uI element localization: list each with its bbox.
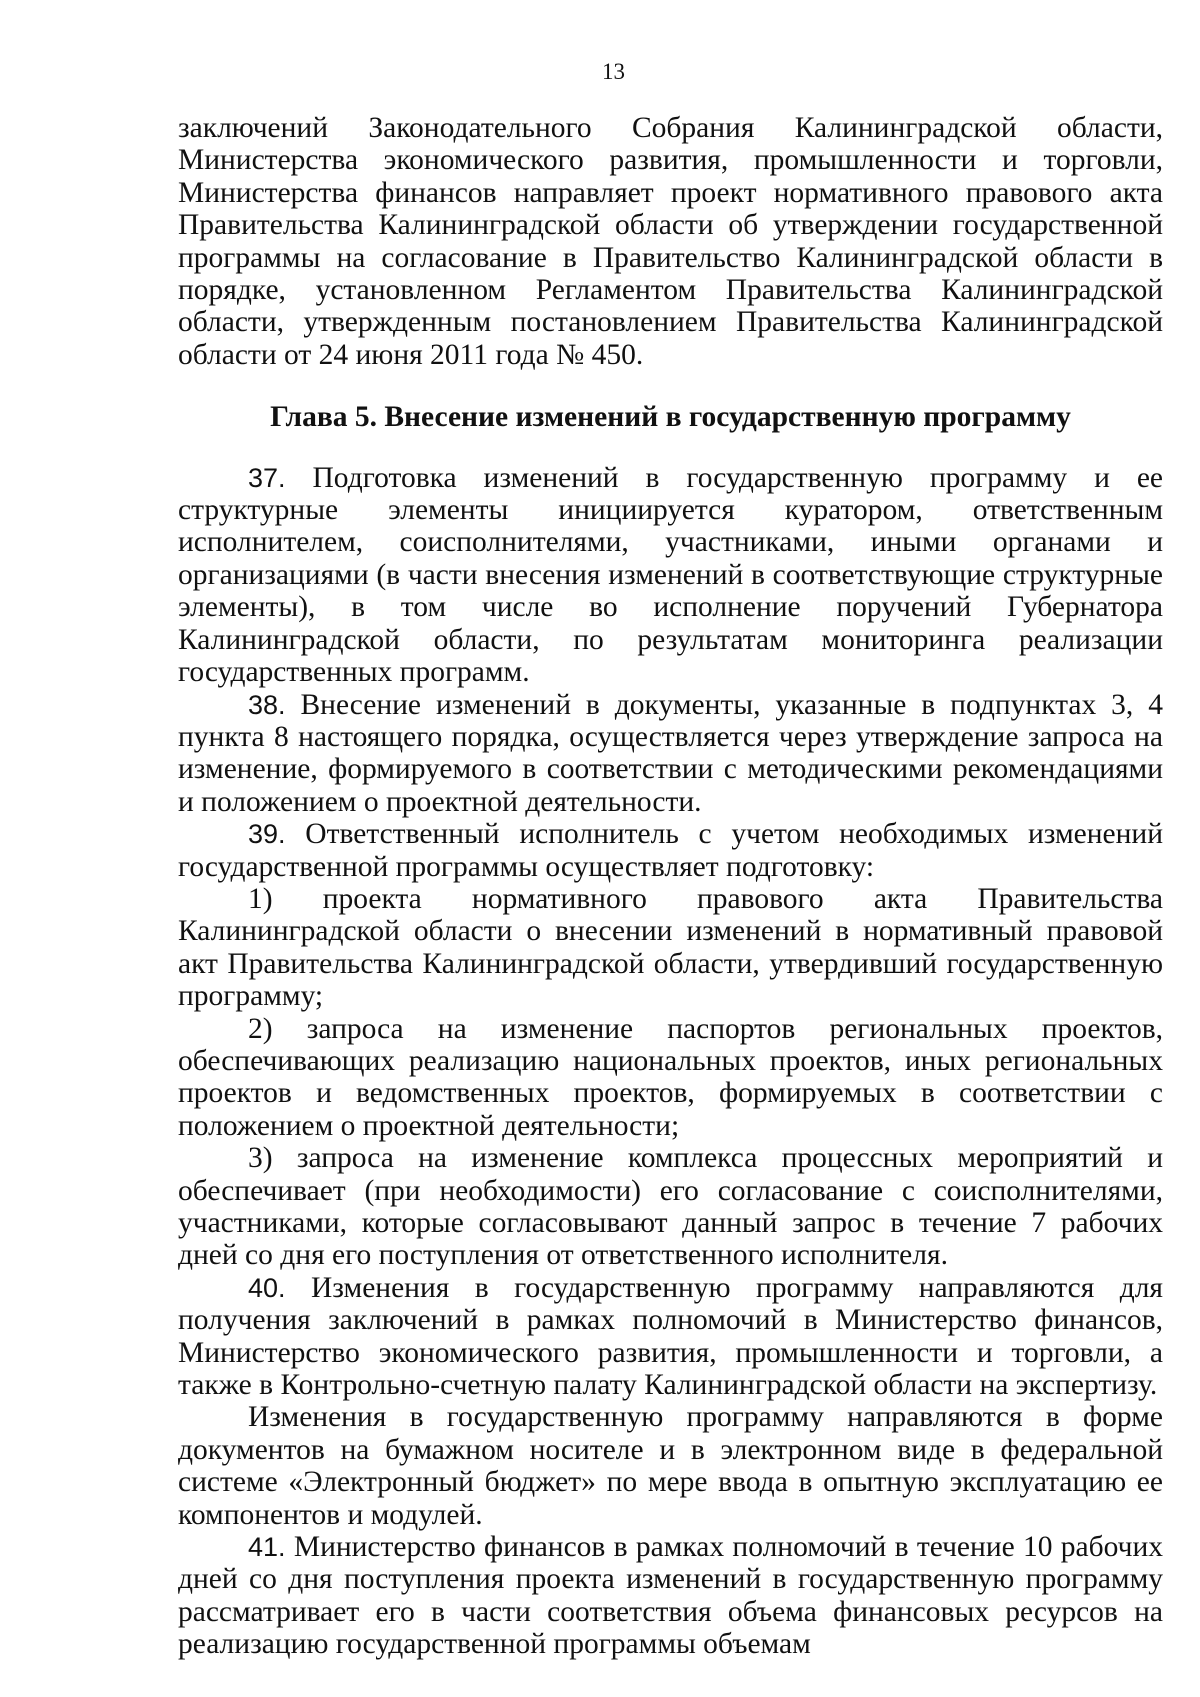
paragraph-text: Подготовка изменений в государственную программу и ее структурные элементы инициируется куратором, ответственным исполнителем, соисполнителями, участниками, иными органами и организациями (в части внесения изменений в соответствующие структурные элементы), в том числе во исполнение поручений Губернатора Калининградской области, по результатам мониторинга реализации государственных программ. [178, 461, 1164, 689]
document-body [178, 112, 1163, 1661]
paragraph-40-continuation: Изменения в государственную программу направляются в форме документов на бумажном носителе и в электронном виде в федеральной системе «Электронный бюджет» по мере ввода в опытную эксплуатацию ее компонентов и модулей. [178, 1401, 1163, 1531]
paragraph-number: 38. [248, 689, 286, 720]
subitem-number: 2) [248, 1012, 273, 1045]
page-number: 13 [602, 59, 625, 84]
subitem-3 [178, 1142, 1163, 1272]
paragraph-39 [178, 818, 1163, 883]
paragraph-number: 39. [248, 819, 286, 850]
subitem-number: 3) [248, 1142, 273, 1175]
paragraph-number: 37. [248, 462, 286, 493]
paragraph-37 [178, 462, 1163, 689]
chapter-heading: Глава 5. Внесение изменений в государственную программу [270, 401, 1071, 434]
paragraph-text: Внесение изменений в документы, указанные в подпунктах 3, 4 пункта 8 настоящего порядка, осуществляется через утверждение запроса на изменение, формируемого в соответствии с методическими рекомендациями и положением о проектной деятельности. [178, 688, 1164, 818]
subitem-text: проекта нормативного правового акта Правительства Калининградской области о внесении изменений в нормативный правовой акт Правительства Калининградской области, утвердивший государственную программу; [178, 882, 1163, 1013]
paragraph-40 [178, 1272, 1163, 1402]
subitem-2 [178, 1013, 1163, 1143]
intro-paragraph: заключений Законодательного Собрания Калининградской области, Министерства экономического развития, промышленности и торговли, Министерства финансов направляет проект нормативного правового акта Правительства Калининградской области об утверждении государственной программы на согласование в Правительство Калининградской области в порядке, установленном Регламентом Правительства Калининградской области, утвержденным постановлением Правительства Калининградской области от 24 июня 2011 года № 450. [178, 112, 1163, 371]
subitem-1 [178, 883, 1163, 1013]
paragraph-text: Ответственный исполнитель с учетом необходимых изменений государственной программы осуществляет подготовку: [178, 818, 1163, 883]
subitem-text: запроса на изменение паспортов региональных проектов, обеспечивающих реализацию национальных проектов, иных региональных проектов и ведомственных проектов, формируемых в соответствии с положением о проектной деятельности; [178, 1012, 1163, 1142]
paragraph-text: Министерство финансов в рамках полномочий в течение 10 рабочих дней со дня поступления проекта изменений в государственную программу рассматривает его в части соответствия объема финансовых ресурсов на реализацию государственной программы объемам [178, 1531, 1163, 1661]
paragraph-number: 41. [248, 1532, 286, 1563]
paragraph-number: 40. [248, 1272, 286, 1303]
subitem-number: 1) [248, 882, 273, 915]
paragraph-38 [178, 689, 1163, 819]
paragraph-text: Изменения в государственную программу направляются для получения заключений в рамках полномочий в Министерство финансов, Министерство экономического развития, промышленности и торговли, а также в Контрольно-счетную палату Калининградской области на экспертизу. [178, 1271, 1164, 1402]
subitem-text: запроса на изменение комплекса процессных мероприятий и обеспечивает (при необходимости) его согласование с соисполнителями, участниками, которые согласовывают данный запрос в течение 7 рабочих дней со дня его поступления от ответственного исполнителя. [178, 1142, 1164, 1272]
paragraph-41 [178, 1531, 1163, 1661]
